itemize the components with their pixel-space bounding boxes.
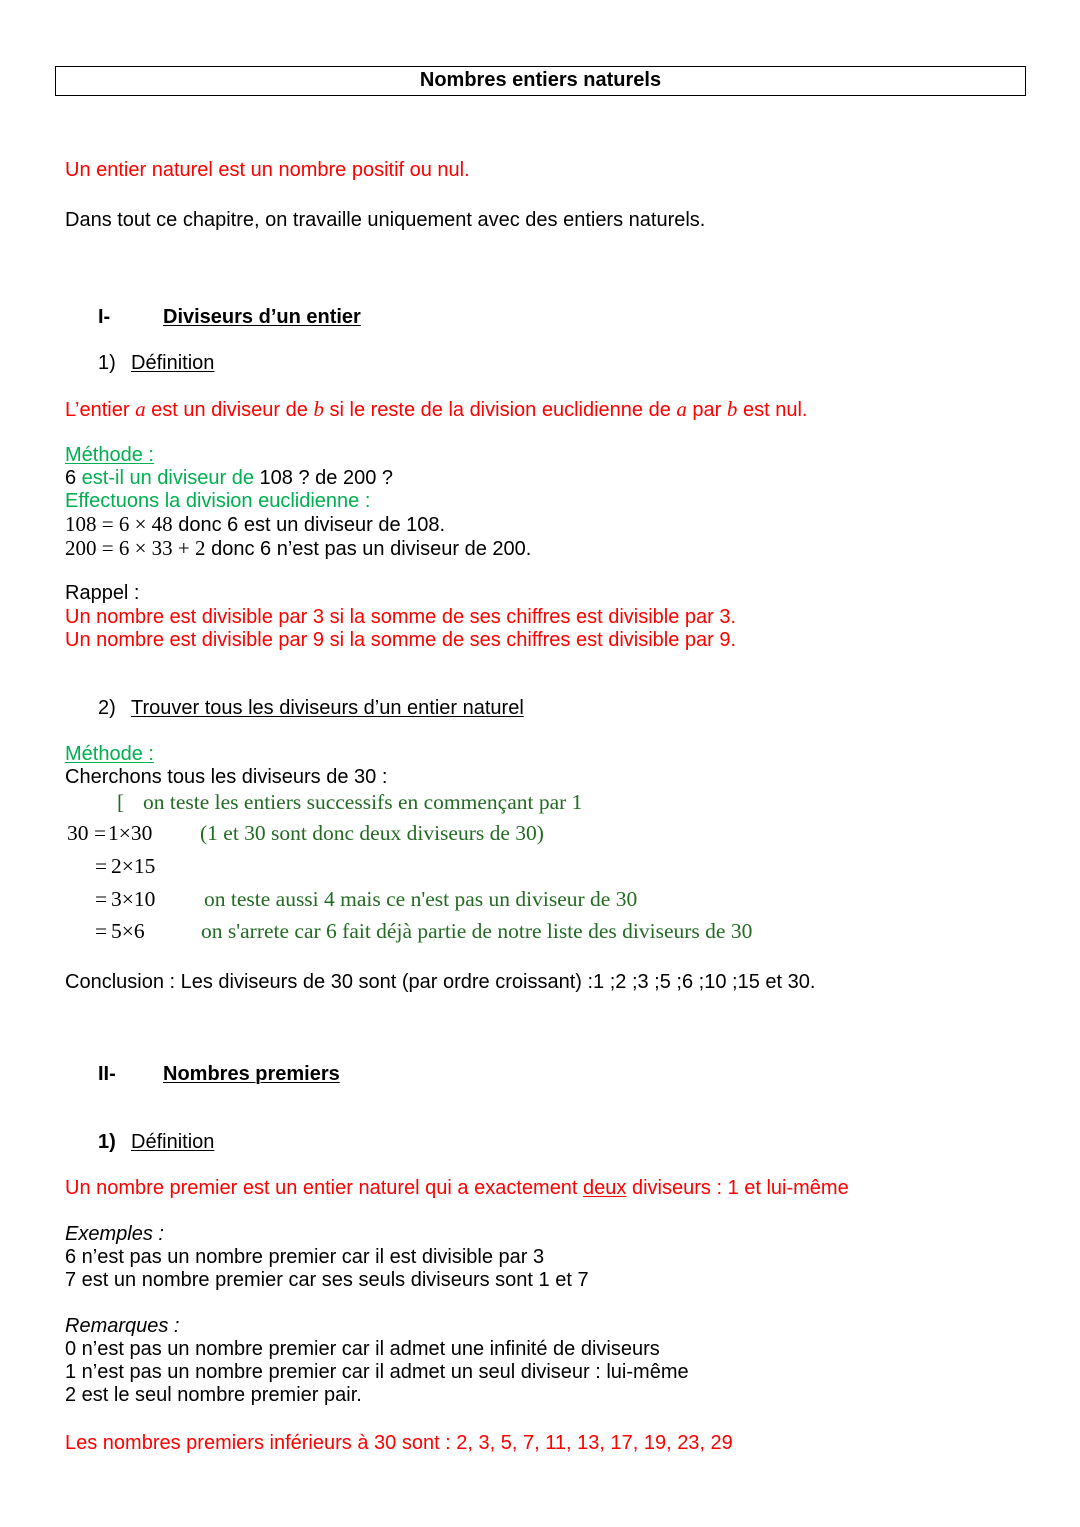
divisor-definition-text: est nul. — [737, 399, 808, 421]
chapter-title: Nombres entiers naturels — [419, 69, 662, 91]
step-comment: (1 et 30 sont donc deux diviseurs de 30) — [200, 821, 544, 845]
equals-sign: = — [95, 887, 108, 911]
example-item: 6 n’est pas un nombre premier car il est divisible par 3 — [65, 1246, 545, 1268]
computation-line — [65, 537, 531, 561]
variable-b: b — [313, 397, 324, 421]
step-comment: on teste aussi 4 mais ce n'est pas un diviseur de 30 — [204, 887, 638, 911]
question-values: 108 ? de 200 ? — [259, 467, 394, 489]
equation: 200 = 6 × 33 + 2 — [65, 536, 206, 560]
factor-product: 5×6 — [111, 919, 145, 943]
method-hint: on teste les entiers successifs en commençant par 1 — [143, 790, 583, 814]
variable-a: a — [676, 397, 687, 421]
factor-product: 2×15 — [111, 854, 156, 878]
divisor-definition — [65, 398, 807, 422]
method-label: Méthode : — [65, 444, 154, 466]
bracket-glyph: [ — [117, 790, 125, 814]
method-question — [65, 467, 393, 490]
subsection-1-2-title: Trouver tous les diviseurs d’un entier naturel — [131, 697, 524, 719]
primes-below-30: Les nombres premiers inférieurs à 30 sont : 2, 3, 5, 7, 11, 13, 17, 19, 23, 29 — [65, 1432, 733, 1454]
natural-integer-definition: Un entier naturel est un nombre positif ou nul. — [65, 159, 470, 181]
divisor-definition-text: par — [686, 399, 727, 421]
subsection-1-2-heading — [98, 697, 524, 720]
equation: 108 = 6 × 48 — [65, 512, 173, 536]
example-item: 7 est un nombre premier car ses seuls diviseurs sont 1 et 7 — [65, 1269, 589, 1291]
computation-conclusion: donc 6 n’est pas un diviseur de 200. — [205, 538, 532, 560]
reminder-label: Rappel : — [65, 582, 140, 604]
section-1-number: I- — [98, 306, 111, 328]
divisors-conclusion: Conclusion : Les diviseurs de 30 sont (par ordre croissant) :1 ;2 ;3 ;5 ;6 ;10 ;15 et 30. — [65, 971, 816, 993]
subsection-1-1-heading — [98, 352, 214, 375]
equals-sign: = — [95, 919, 108, 943]
computation-conclusion: donc 6 est un diviseur de 108. — [172, 514, 446, 536]
divisor-definition-text: si le reste de la division euclidienne de — [323, 399, 677, 421]
equals-sign: = — [94, 821, 107, 845]
method-instruction: Effectuons la division euclidienne : — [65, 490, 371, 512]
subsection-1-2-number: 2) — [98, 697, 116, 719]
divisor-definition-text: est un diviseur de — [145, 399, 314, 421]
subsection-1-1-number: 1) — [98, 352, 116, 374]
variable-a: a — [135, 397, 146, 421]
section-1-heading — [98, 306, 361, 329]
remarks-label: Remarques : — [65, 1315, 180, 1337]
subsection-2-1-number: 1) — [98, 1131, 116, 1153]
chapter-scope-note: Dans tout ce chapitre, on travaille uniquement avec des entiers naturels. — [65, 209, 706, 231]
subsection-1-1-title: Définition — [131, 352, 215, 374]
equals-sign: = — [95, 854, 108, 878]
remark-item: 0 n’est pas un nombre premier car il admet une infinité de diviseurs — [65, 1338, 660, 1360]
question-number: 6 — [65, 467, 77, 489]
examples-label: Exemples : — [65, 1223, 164, 1245]
prime-definition-text: Un nombre premier est un entier naturel qui a exactement — [65, 1177, 584, 1199]
variable-b: b — [726, 397, 738, 421]
method-label: Méthode : — [65, 743, 154, 765]
prime-definition — [65, 1177, 849, 1200]
chapter-title-box — [55, 66, 1026, 96]
section-2-heading — [98, 1063, 340, 1086]
subsection-2-1-title: Définition — [131, 1131, 215, 1153]
divisibility-rule-3: Un nombre est divisible par 3 si la somme de ses chiffres est divisible par 3. — [65, 606, 737, 628]
question-text: est-il un diviseur de — [76, 467, 260, 489]
section-1-title: Diviseurs d’un entier — [163, 306, 361, 328]
divisibility-rule-9: Un nombre est divisible par 9 si la somme de ses chiffres est divisible par 9. — [65, 629, 737, 651]
subsection-2-1-heading — [98, 1131, 214, 1154]
divisor-definition-text: L’entier — [65, 399, 136, 421]
computation-line — [65, 513, 445, 537]
prime-definition-text: diviseurs : 1 et lui-même — [626, 1177, 849, 1199]
prime-definition-emphasis: deux — [583, 1177, 627, 1199]
factor-product: 1×30 — [108, 821, 153, 845]
factor-product: 3×10 — [111, 887, 156, 911]
method-intro: Cherchons tous les diviseurs de 30 : — [65, 766, 388, 788]
step-comment: on s'arrete car 6 fait déjà partie de notre liste des diviseurs de 30 — [201, 919, 753, 943]
remark-item: 2 est le seul nombre premier pair. — [65, 1384, 362, 1406]
section-2-title: Nombres premiers — [163, 1063, 340, 1085]
equation-lhs: 30 — [67, 821, 89, 845]
remark-item: 1 n’est pas un nombre premier car il admet un seul diviseur : lui-même — [65, 1361, 689, 1383]
section-2-number: II- — [98, 1063, 116, 1085]
